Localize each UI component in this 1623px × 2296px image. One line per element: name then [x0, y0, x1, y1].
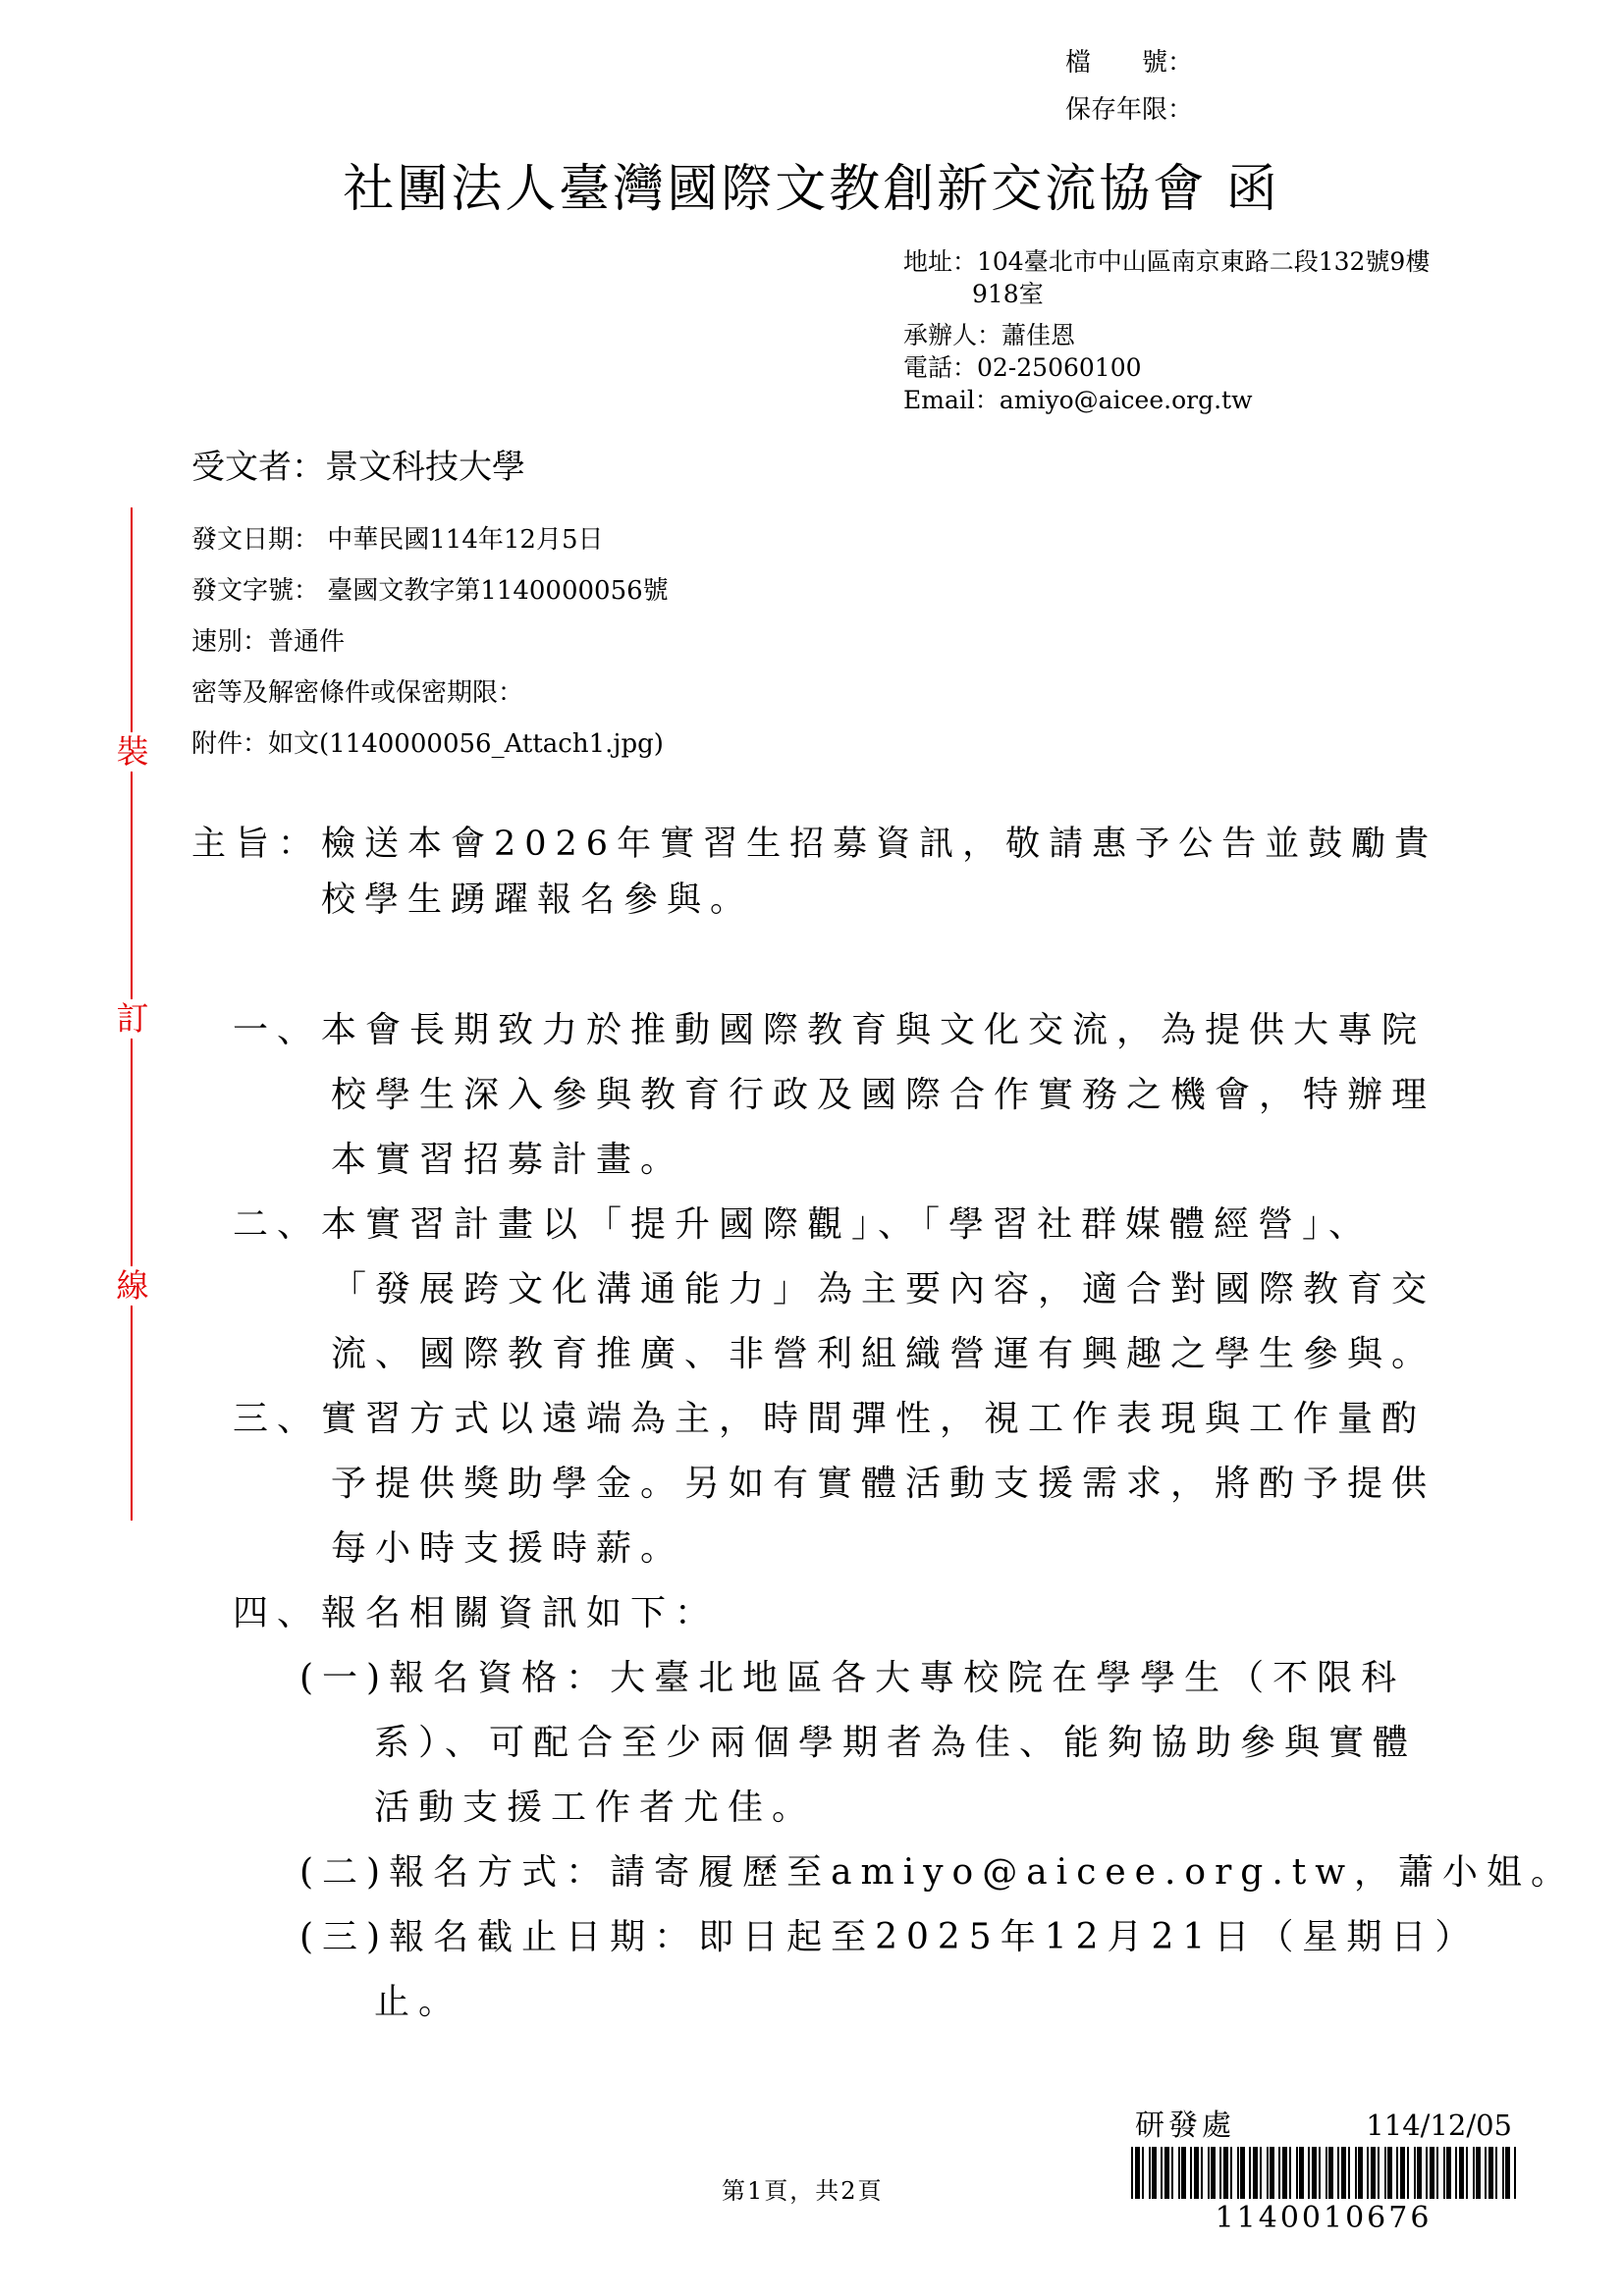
- body-text-line: 校學生深入參與教育行政及國際合作實務之機會，特辦理: [331, 1075, 1436, 1115]
- stamp-header-row: [1131, 2101, 1516, 2144]
- body-text-line: 每小時支援時薪。: [331, 1528, 685, 1569]
- sender-address: 地址：104臺北市中山區南京東路二段132號9樓: [903, 247, 1431, 276]
- sender-contact-block: [903, 245, 1430, 416]
- body-subitem-2: [299, 1841, 1575, 1905]
- body-text-line: 活動支援工作者尤佳。: [374, 1788, 817, 1828]
- stamp-date: 114/12/05: [1366, 2109, 1512, 2142]
- body-text-line: 一、本會長期致力於推動國際教育與文化交流，為提供大專院: [233, 1010, 1427, 1050]
- body-text-line: 二、本實習計畫以「提升國際觀」、「學習社群媒體經營」、: [233, 1204, 1374, 1245]
- binding-mark-xian: 線: [114, 1266, 151, 1306]
- binding-mark-zhuang: 裝: [114, 732, 151, 772]
- body-text-line: 「發展跨文化溝通能力」為主要內容，適合對國際教育交: [331, 1269, 1436, 1309]
- body-text-line: (三)報名截止日期：即日起至2025年12月21日（星期日）: [299, 1917, 1480, 1957]
- document-meta-block: [191, 514, 669, 770]
- meta-security-class: 密等及解密條件或保密期限：: [191, 678, 524, 708]
- barcode: [1131, 2147, 1516, 2199]
- sender-email: Email：amiyo@aicee.org.tw: [903, 386, 1253, 414]
- subject-line: 校學生踴躍報名參與。: [321, 881, 754, 920]
- body-subitem-1: [299, 1646, 1575, 1841]
- meta-doc-number: 發文字號： 臺國文教字第1140000056號: [191, 576, 669, 606]
- body-text-line: 四、報名相關資訊如下：: [233, 1593, 720, 1633]
- file-number-label: 檔 號：: [1065, 48, 1194, 78]
- retention-period-label: 保存年限：: [1065, 95, 1194, 125]
- letter-body: [233, 998, 1575, 2035]
- meta-speed-class: 速別：普通件: [191, 627, 346, 657]
- sender-phone: 電話：02-25060100: [903, 353, 1142, 382]
- subject-block: [191, 817, 1437, 929]
- stamp-department: 研發處: [1135, 2109, 1235, 2143]
- body-text-line: 本實習招募計畫。: [331, 1140, 685, 1180]
- document-title: 社團法人臺灣國際文教創新交流協會 函: [343, 160, 1280, 219]
- body-text-line: 止。: [374, 1982, 463, 2022]
- body-item-1: [233, 998, 1575, 1193]
- body-subitem-3: [299, 1905, 1575, 2035]
- body-item-4: [233, 1581, 1575, 1646]
- body-text-line: (二)報名方式：請寄履歷至amiyo@aicee.org.tw，蕭小姐。: [299, 1852, 1576, 1893]
- body-text-line: 予提供獎助學金。另如有實體活動支援需求，將酌予提供: [331, 1464, 1436, 1504]
- body-text-line: 流、國際教育推廣、非營利組織營運有興趣之學生參與。: [331, 1334, 1436, 1374]
- body-text-line: 三、實習方式以遠端為主，時間彈性，視工作表現與工作量酌: [233, 1399, 1427, 1439]
- subject-line: 主旨：檢送本會2026年實習生招募資訊，敬請惠予公告並鼓勵貴: [191, 825, 1438, 864]
- body-text-line: 系）、可配合至少兩個學期者為佳、能夠協助參與實體: [374, 1723, 1418, 1763]
- body-item-2: [233, 1193, 1575, 1387]
- body-text-line: (一)報名資格：大臺北地區各大專校院在學學生（不限科: [299, 1658, 1406, 1698]
- file-number-block: [1065, 39, 1193, 133]
- page-footer: 第1頁，共2頁: [722, 2177, 884, 2205]
- meta-attachment: 附件：如文(1140000056_Attach1.jpg): [191, 729, 664, 759]
- registry-stamp-block: [1131, 2101, 1516, 2235]
- recipient-line: 受文者：景文科技大學: [191, 448, 525, 487]
- barcode-number: 1140010676: [1215, 2201, 1433, 2235]
- meta-issue-date: 發文日期： 中華民國114年12月5日: [191, 525, 604, 555]
- body-item-3: [233, 1387, 1575, 1581]
- binding-mark-ding: 訂: [114, 999, 151, 1039]
- sender-address-room: 918室: [972, 280, 1044, 308]
- sender-contact-person: 承辦人：蕭佳恩: [903, 321, 1076, 349]
